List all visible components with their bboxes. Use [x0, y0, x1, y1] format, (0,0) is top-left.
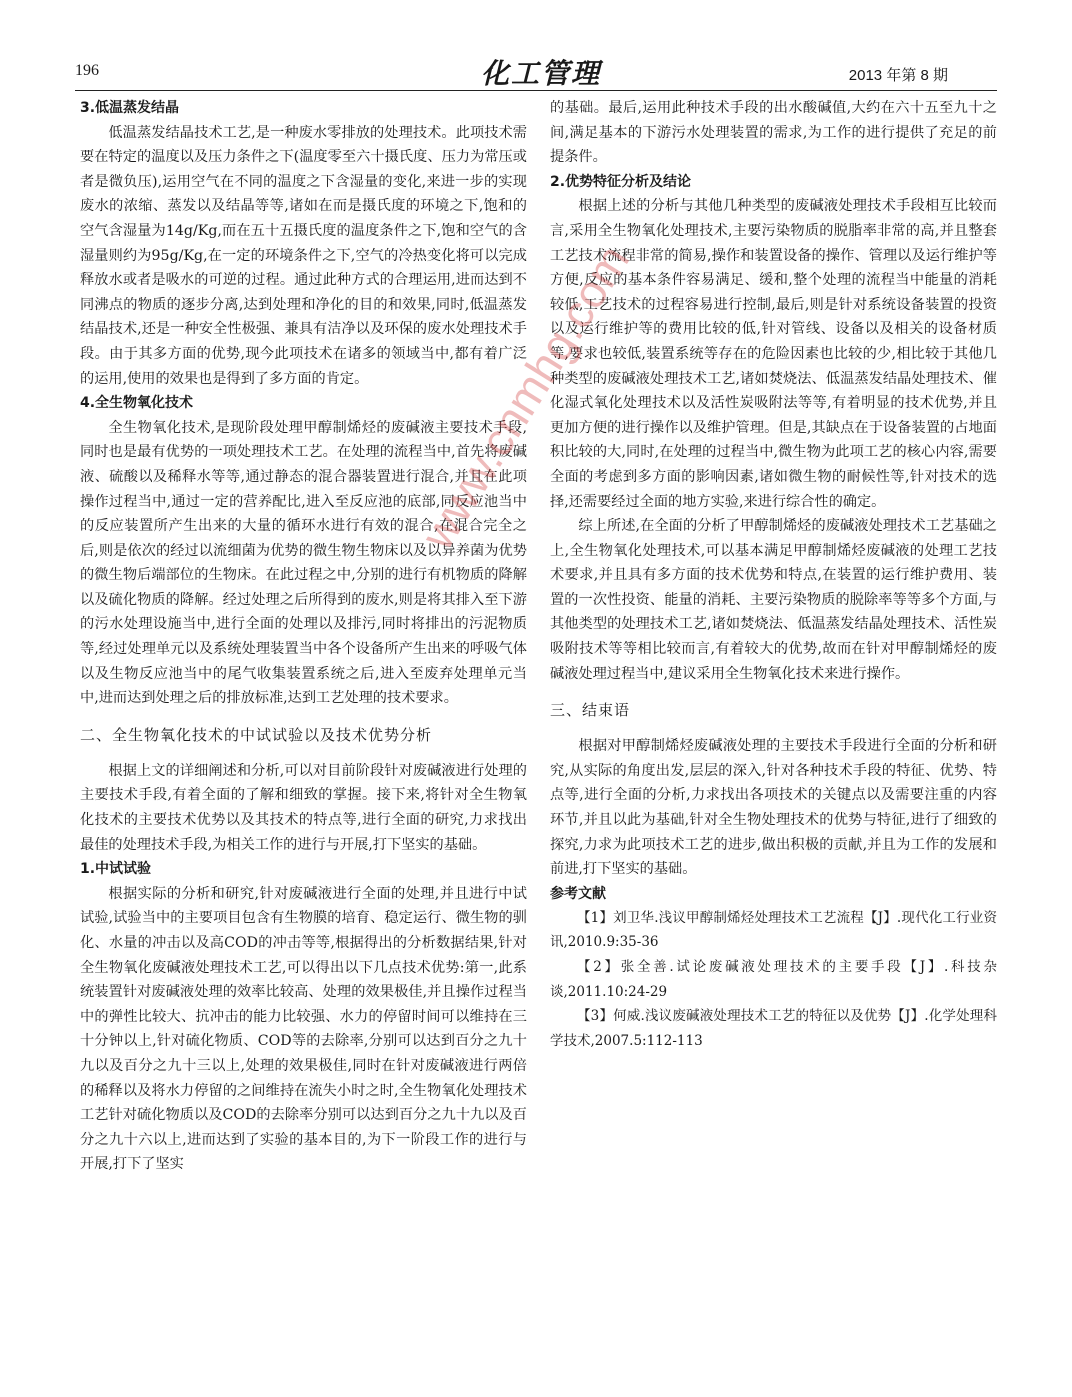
left-column: [80, 96, 527, 1177]
body-paragraph: 低温蒸发结晶技术工艺,是一种废水零排放的处理技术。此项技术需要在特定的温度以及压力条件之下(温度零至六十摄氏度、压力为常压或者是微负压),运用空气在不同的温度之下含湿量的变化,来进一步的实现废水的浓缩、蒸发以及结晶等等,诸如在而是摄氏度的环境之下,饱和的空气含湿量为14g/Kg,而在五十五摄氏度的温度条件之下,饱和空气的含湿量则约为95g/Kg,在一定的环境条件之下,空气的冷热变化将可以完成释放水或者是吸水的可逆的过程。通过此种方式的合理运用,进而达到不同沸点的物质的逐步分离,达到处理和净化的目的和效果,同时,低温蒸发结晶技术,还是一种安全性极强、兼具有洁净以及环保的废水处理技术手段。由于其多方面的优势,现今此项技术在诸多的领域当中,都有着广泛的运用,使用的效果也是得到了多方面的肯定。: [80, 124, 527, 387]
header-rule: [75, 90, 997, 91]
body-paragraph: 的基础。最后,运用此种技术手段的出水酸碱值,大约在六十五至九十之间,满足基本的下游污水处理装置的需求,为工作的进行提供了充足的前提条件。: [550, 100, 997, 166]
section-heading: 3.低温蒸发结晶: [80, 100, 180, 116]
section-heading: 4.全生物氧化技术: [80, 395, 194, 412]
body-paragraph: 综上所述,在全面的分析了甲醇制烯烃的废碱液处理技术工艺基础之上,全生物氧化处理技术,可以基本满足甲醇制烯烃废碱液的处理工艺技术要求,并且具有多方面的技术优势和特点,在装置的运行维护费用、装置的一次性投资、能量的消耗、主要污染物质的脱除率等等多个方面,与其他类型的处理技术工艺,诸如焚烧法、低温蒸发结晶处理技术、活性炭吸附技术等等相比较而言,有着较大的优势,故而在针对甲醇制烯烃的废碱液处理过程当中,建议采用全生物氧化技术来进行操作。: [550, 518, 997, 682]
body-paragraph: 根据上述的分析与其他几种类型的废碱液处理技术手段相互比较而言,采用全生物氧化处理技术,主要污染物质的脱脂率非常的高,并且整套工艺技术流程非常的简易,操作和装置设备的操作、管理以及运行维护等方便,反应的基本条件容易满足、缓和,整个处理的流程当中能量的消耗较低,工艺技术的过程容易进行控制,最后,则是针对系统设备装置的投资以及运行维护等的费用比较的低,针对管线、设备以及相关的设备材质等,要求也较低,装置系统等存在的危险因素也比较的少,相比较于其他几种类型的废碱液处理技术工艺,诸如焚烧法、低温蒸发结晶处理技术、催化湿式氧化处理技术以及活性炭吸附法等等,有着明显的技术优势,并且更加方便的进行操作以及维护管理。但是,其缺点在于设备装置的占地面积比较的大,同时,在处理的过程当中,微生物为此项工艺的核心内容,需要全面的考虑到多方面的影响因素,诸如微生物的耐候性等,针对技术的选择,还需要经过全面的地方实验,来进行综合性的确定。: [550, 198, 997, 510]
section-heading: 1.中试试验: [80, 861, 152, 878]
body-paragraph: 根据对甲醇制烯烃废碱液处理的主要技术手段进行全面的分析和研究,从实际的角度出发,层层的深入,针对各种技术手段的特征、优势、特点等,进行全面的分析,力求找出各项技术的关键点以及需要注重的内容环节,并且以此为基础,针对全生物处理技术的优势与特征,进行了细致的探究,力求为此项技术工艺的进步,做出积极的贡献,并且为工作的发展和前进,打下坚实的基础。: [550, 738, 997, 878]
reference-item: 【2】张全善.试论废碱液处理技术的主要手段【J】.科技杂谈,2011.10:24-29: [550, 959, 997, 1000]
chapter-heading: 二、全生物氧化技术的中试试验以及技术优势分析: [80, 725, 433, 744]
references-heading: 参考文献: [550, 885, 606, 902]
page-header: [0, 52, 1072, 92]
page-number: 196: [75, 62, 99, 79]
body-paragraph: 全生物氧化技术,是现阶段处理甲醇制烯烃的废碱液主要技术手段,同时也是最有优势的一项处理技术工艺。在处理的流程当中,首先将废碱液、硫酸以及稀释水等等,通过静态的混合器装置进行混合,并且在此项操作过程当中,通过一定的营养配比,进入至反应池的底部,同反应池当中的反应装置所产生出来的大量的循环水进行有效的混合,在混合完全之后,则是依次的经过以流细菌为优势的微生物生物床以及以异养菌为优势的微生物后端部位的生物床。在此过程之中,分别的进行有机物质的降解以及硫化物质的降解。经过处理之后所得到的废水,则是将其排入至下游的污水处理设施当中,进行全面的处理以及排污,同时将排出的污泥物质等,经过处理单元以及系统处理装置当中各个设备所产生出来的呼吸气体以及生物反应池当中的尾气收集装置系统之后,进入至废弃处理单元当中,进而达到处理之后的排放标准,达到工艺处理的技术要求。: [80, 419, 527, 707]
reference-item: 【1】刘卫华.浅议甲醇制烯烃处理技术工艺流程【J】.现代化工行业资讯,2010.9:35-36: [550, 909, 997, 951]
journal-title: 化工管理: [481, 57, 602, 90]
body-paragraph: 根据实际的分析和研究,针对废碱液进行全面的处理,并且进行中试试验,试验当中的主要项目包含有生物膜的培育、稳定运行、微生物的驯化、水量的冲击以及高COD的冲击等等,根据得出的分析数据结果,针对全生物氧化废碱液处理技术工艺,可以得出以下几点技术优势:第一,此系统装置针对废碱液处理的效率比较高、处理的效果极佳,并且操作过程当中的弹性比较大、抗冲击的能力比较强、水力的停留时间可以维持在三十分钟以上,针对硫化物质、COD等的去除率,分别可以达到百分之九十九以及百分之九十三以上,处理的效果极佳,同时在针对废碱液进行两倍的稀释以及将水力停留的之间维持在流失小时之时,全生物氧化处理技术工艺针对硫化物质以及COD的去除率分别可以达到百分之九十九以及百分之九十六以上,进而达到了实验的基本目的,为下一阶段工作的进行与开展,打下了坚实: [80, 885, 527, 1173]
reference-item: 【3】何威.浅议废碱液处理技术工艺的特征以及优势【J】.化学处理科学技术,2007.5:112-113: [550, 1008, 997, 1049]
body-paragraph: 根据上文的详细阐述和分析,可以对目前阶段针对废碱液进行处理的主要技术手段,有着全面的了解和细致的掌握。接下来,将针对全生物氧化技术的主要技术优势以及其技术的特点等,进行全面的研究,力求找出最佳的处理技术手段,为相关工作的进行与开展,打下坚实的基础。: [80, 762, 527, 853]
section-heading: 2.优势特征分析及结论: [550, 173, 692, 190]
chapter-heading: 三、结束语: [550, 701, 631, 720]
right-column: [550, 96, 997, 1053]
issue-label: 2013 年第 8 期: [848, 67, 948, 84]
watermark: www.cnmhg.com: [410, 235, 640, 559]
